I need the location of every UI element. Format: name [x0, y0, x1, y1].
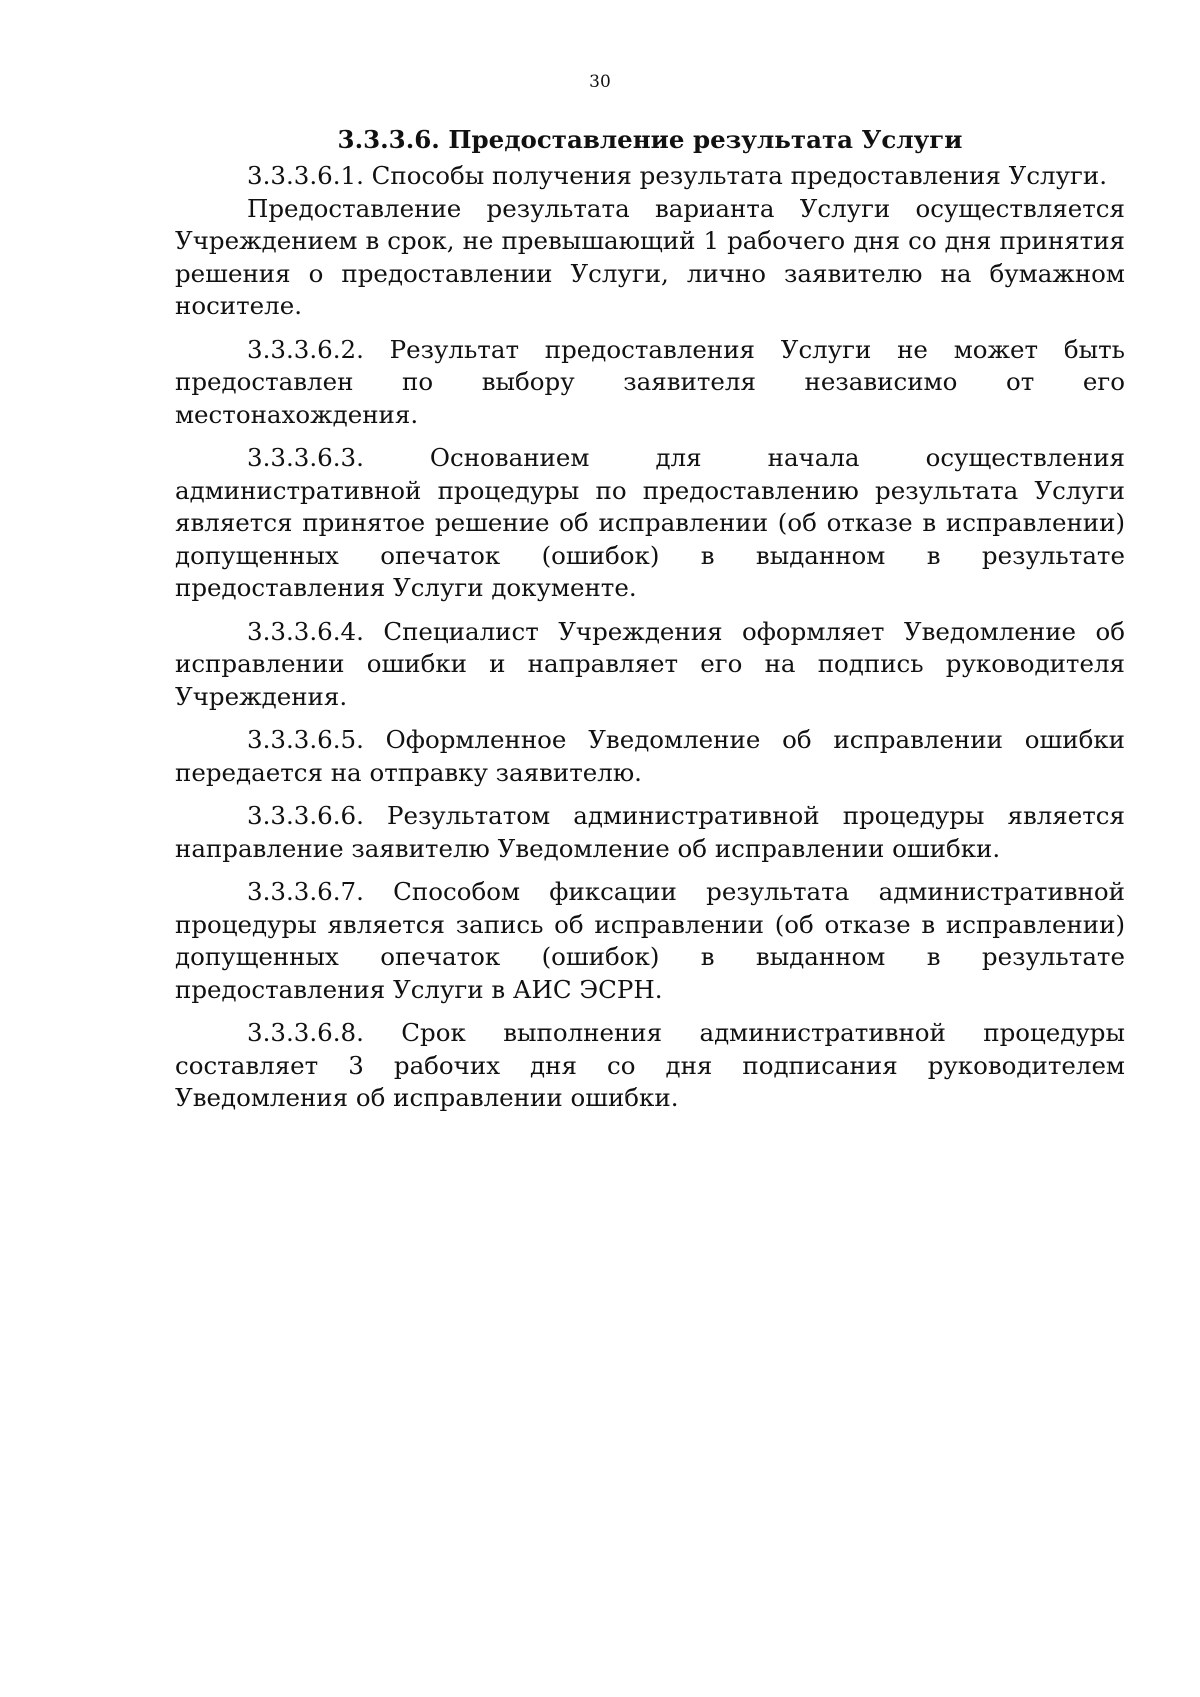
paragraph-3-3-3-6-3: 3.3.3.6.3. Основанием для начала осуществления административной процедуры по предоставлению результата Услуги является принятое решение об исправлении (об отказе в исправлении) допущенных опечаток (ошибок) в выданном в результате предоставления Услуги документе. [175, 443, 1125, 602]
paragraph-3-3-3-6-4: 3.3.3.6.4. Специалист Учреждения оформляет Уведомление об исправлении ошибки и направляет его на подпись руководителя Учреждения. [175, 616, 1125, 711]
paragraph-result-provision: Предоставление результата варианта Услуги осуществляется Учреждением в срок, не превышающий 1 рабочего дня со дня принятия решения о предоставлении Услуги, лично заявителю на бумажном носителе. [175, 193, 1125, 320]
section-heading: 3.3.3.6. Предоставление результата Услуги [337, 125, 963, 154]
document-body [175, 124, 1125, 1115]
paragraph-3-3-3-6-1: 3.3.3.6.1. Способы получения результата предоставления Услуги. [247, 161, 1107, 190]
page-number: 30 [589, 72, 611, 92]
paragraph-3-3-3-6-8: 3.3.3.6.8. Срок выполнения административной процедуры составляет 3 рабочих дня со дня подписания руководителем Уведомления об исправлении ошибки. [175, 1018, 1125, 1112]
paragraph-3-3-3-6-2: 3.3.3.6.2. Результат предоставления Услуги не может быть предоставлен по выбору заявителя независимо от его местонахождения. [175, 334, 1125, 429]
paragraph-3-3-3-6-5: 3.3.3.6.5. Оформленное Уведомление об исправлении ошибки передается на отправку заявителю. [175, 725, 1125, 787]
paragraph-3-3-3-6-7: 3.3.3.6.7. Способом фиксации результата административной процедуры является запись об исправлении (об отказе в исправлении) допущенных опечаток (ошибок) в выданном в результате предоставления Услуги в АИС ЭСРН. [175, 877, 1125, 1004]
paragraph-3-3-3-6-6: 3.3.3.6.6. Результатом административной процедуры является направление заявителю Уведомление об исправлении ошибки. [175, 801, 1125, 863]
